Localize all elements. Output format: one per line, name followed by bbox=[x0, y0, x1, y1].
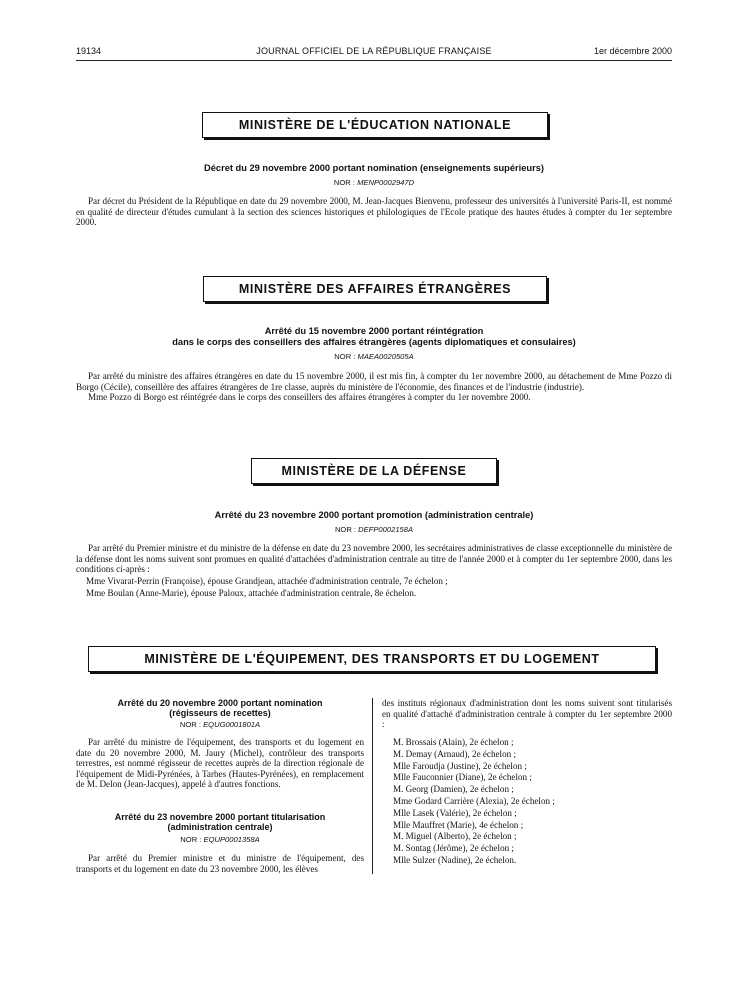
list-item: M. Demay (Arnaud), 2e échelon ; bbox=[393, 748, 516, 759]
ministry-heading-education: MINISTÈRE DE L'ÉDUCATION NATIONALE bbox=[202, 112, 548, 138]
journal-title: JOURNAL OFFICIEL DE LA RÉPUBLIQUE FRANÇAISE bbox=[256, 46, 492, 56]
order-body: Par arrêté du Premier ministre et du ministre de l'équipement, des transports et du logement en date du 23 novembre 2000, les élèves bbox=[76, 853, 364, 874]
promotion-item: Mme Vivarat-Perrin (Françoise), épouse Grandjean, attachée d'administration centrale, 7e échelon ; bbox=[86, 576, 448, 586]
list-item: Mme Godard Carrière (Alexia), 2e échelon ; bbox=[393, 795, 555, 806]
order-title-line1: Arrêté du 23 novembre 2000 portant titularisation bbox=[114, 812, 326, 822]
order-body: Par arrêté du ministre de l'équipement, des transports et du logement en date du 20 novembre 2000, M. Jaury (Michel), contrôleur des transports terrestres, est nommé régisseur de recettes auprès de la direction régionale de l'équipement de Midi-Pyrénées, à Tarbes (Hautes-Pyrénées), en remplacement de M. Delon (Jean-Jacques), appelé à d'autres fonctions. bbox=[76, 737, 364, 789]
nor-code: DEFP0002158A bbox=[358, 525, 414, 534]
ministry-heading-defense: MINISTÈRE DE LA DÉFENSE bbox=[251, 458, 497, 484]
titularisation-list bbox=[393, 737, 555, 867]
order-body: Par arrêté du ministre des affaires étrangères en date du 15 novembre 2000, il est mis fin, à compter du 1er novembre 2000, au détachement de Mme Pozzo di Borgo (Cécile), conseillère des affaires étrangères de 1re classe, auprès du ministère de l'économie, des finances et de l'industrie (industrie). Mme Pozzo di Borgo est réintégrée dans le corps des conseillers des affaires étrangères à compter du 1er novembre 2000. bbox=[76, 371, 672, 402]
ministry-heading-equipment: MINISTÈRE DE L'ÉQUIPEMENT, DES TRANSPORTS ET DU LOGEMENT bbox=[88, 646, 656, 672]
ministry-heading-foreign-affairs: MINISTÈRE DES AFFAIRES ÉTRANGÈRES bbox=[203, 276, 547, 302]
list-item: Mlle Sulzer (Nadine), 2e échelon. bbox=[393, 854, 517, 865]
order-title: Arrêté du 23 novembre 2000 portant promotion (administration centrale) bbox=[214, 510, 534, 520]
nor-reference: NOR : EQUP0001358A bbox=[180, 835, 260, 844]
nor-code: MENP0002947D bbox=[357, 178, 415, 187]
decree-body: Par décret du Président de la République en date du 29 novembre 2000, M. Jean-Jacques Bienvenu, professeur des universités à l'université Paris-II, est nommé en qualité de directeur d'études cumulant à la section des sciences historiques et philologiques de l'Ecole pratique des hautes études à compter du 1er septembre 2000. bbox=[76, 196, 672, 227]
order-title-line2: (régisseurs de recettes) bbox=[169, 708, 271, 718]
header-divider bbox=[76, 60, 672, 61]
nor-reference: NOR : EQUG0001801A bbox=[179, 720, 261, 729]
order-body-continued: des instituts régionaux d'administration dont les noms suivent sont titularisés en qualité d'attaché d'administration centrale à compter du 1er septembre 2000 : bbox=[382, 698, 672, 729]
nor-reference: NOR : MAEA0020505A bbox=[334, 352, 414, 361]
list-item: M. Georg (Damien), 2e échelon ; bbox=[393, 784, 514, 795]
nor-reference: NOR : DEFP0002158A bbox=[334, 525, 414, 534]
list-item: Mlle Mauffret (Marie), 4e échelon ; bbox=[393, 819, 524, 830]
list-item: M. Miguel (Alberto), 2e échelon ; bbox=[393, 831, 517, 842]
promotion-item: Mme Boulan (Anne-Marie), épouse Paloux, attachée d'administration centrale, 8e échelon. bbox=[86, 588, 417, 598]
nor-code: EQUP0001358A bbox=[203, 835, 260, 844]
list-item: Mlle Fauconnier (Diane), 2e échelon ; bbox=[393, 772, 532, 783]
nor-reference: NOR : MENP0002947D bbox=[333, 178, 415, 187]
page-number: 19134 bbox=[76, 46, 102, 56]
order-title-line2: dans le corps des conseillers des affaires étrangères (agents diplomatiques et consulaires) bbox=[172, 337, 576, 347]
issue-date: 1er décembre 2000 bbox=[593, 46, 672, 56]
list-item: Mlle Lasek (Valérie), 2e échelon ; bbox=[393, 807, 517, 818]
order-body: Par arrêté du Premier ministre et du ministre de la défense en date du 23 novembre 2000, les secrétaires administratives de classe exceptionnelle du ministère de la défense dont les noms suivent sont promues en qualité d'attachées d'administration centrale au titre de l'année 2000 et à compter du 1er septembre 2000, dans les conditions ci-après : bbox=[76, 543, 672, 574]
column-divider bbox=[372, 698, 373, 874]
order-title-line1: Arrêté du 20 novembre 2000 portant nomination bbox=[117, 698, 323, 708]
list-item: M. Sontag (Jérôme), 2e échelon ; bbox=[393, 843, 514, 854]
nor-code: MAEA0020505A bbox=[357, 352, 414, 361]
order-title-line2: (administration centrale) bbox=[167, 822, 273, 832]
list-item: Mlle Faroudja (Justine), 2e échelon ; bbox=[393, 760, 527, 771]
decree-title: Décret du 29 novembre 2000 portant nomination (enseignements supérieurs) bbox=[204, 163, 544, 173]
order-title-line1: Arrêté du 15 novembre 2000 portant réintégration bbox=[264, 326, 484, 336]
list-item: M. Brossais (Alain), 2e échelon ; bbox=[393, 737, 514, 747]
nor-code: EQUG0001801A bbox=[203, 720, 261, 729]
